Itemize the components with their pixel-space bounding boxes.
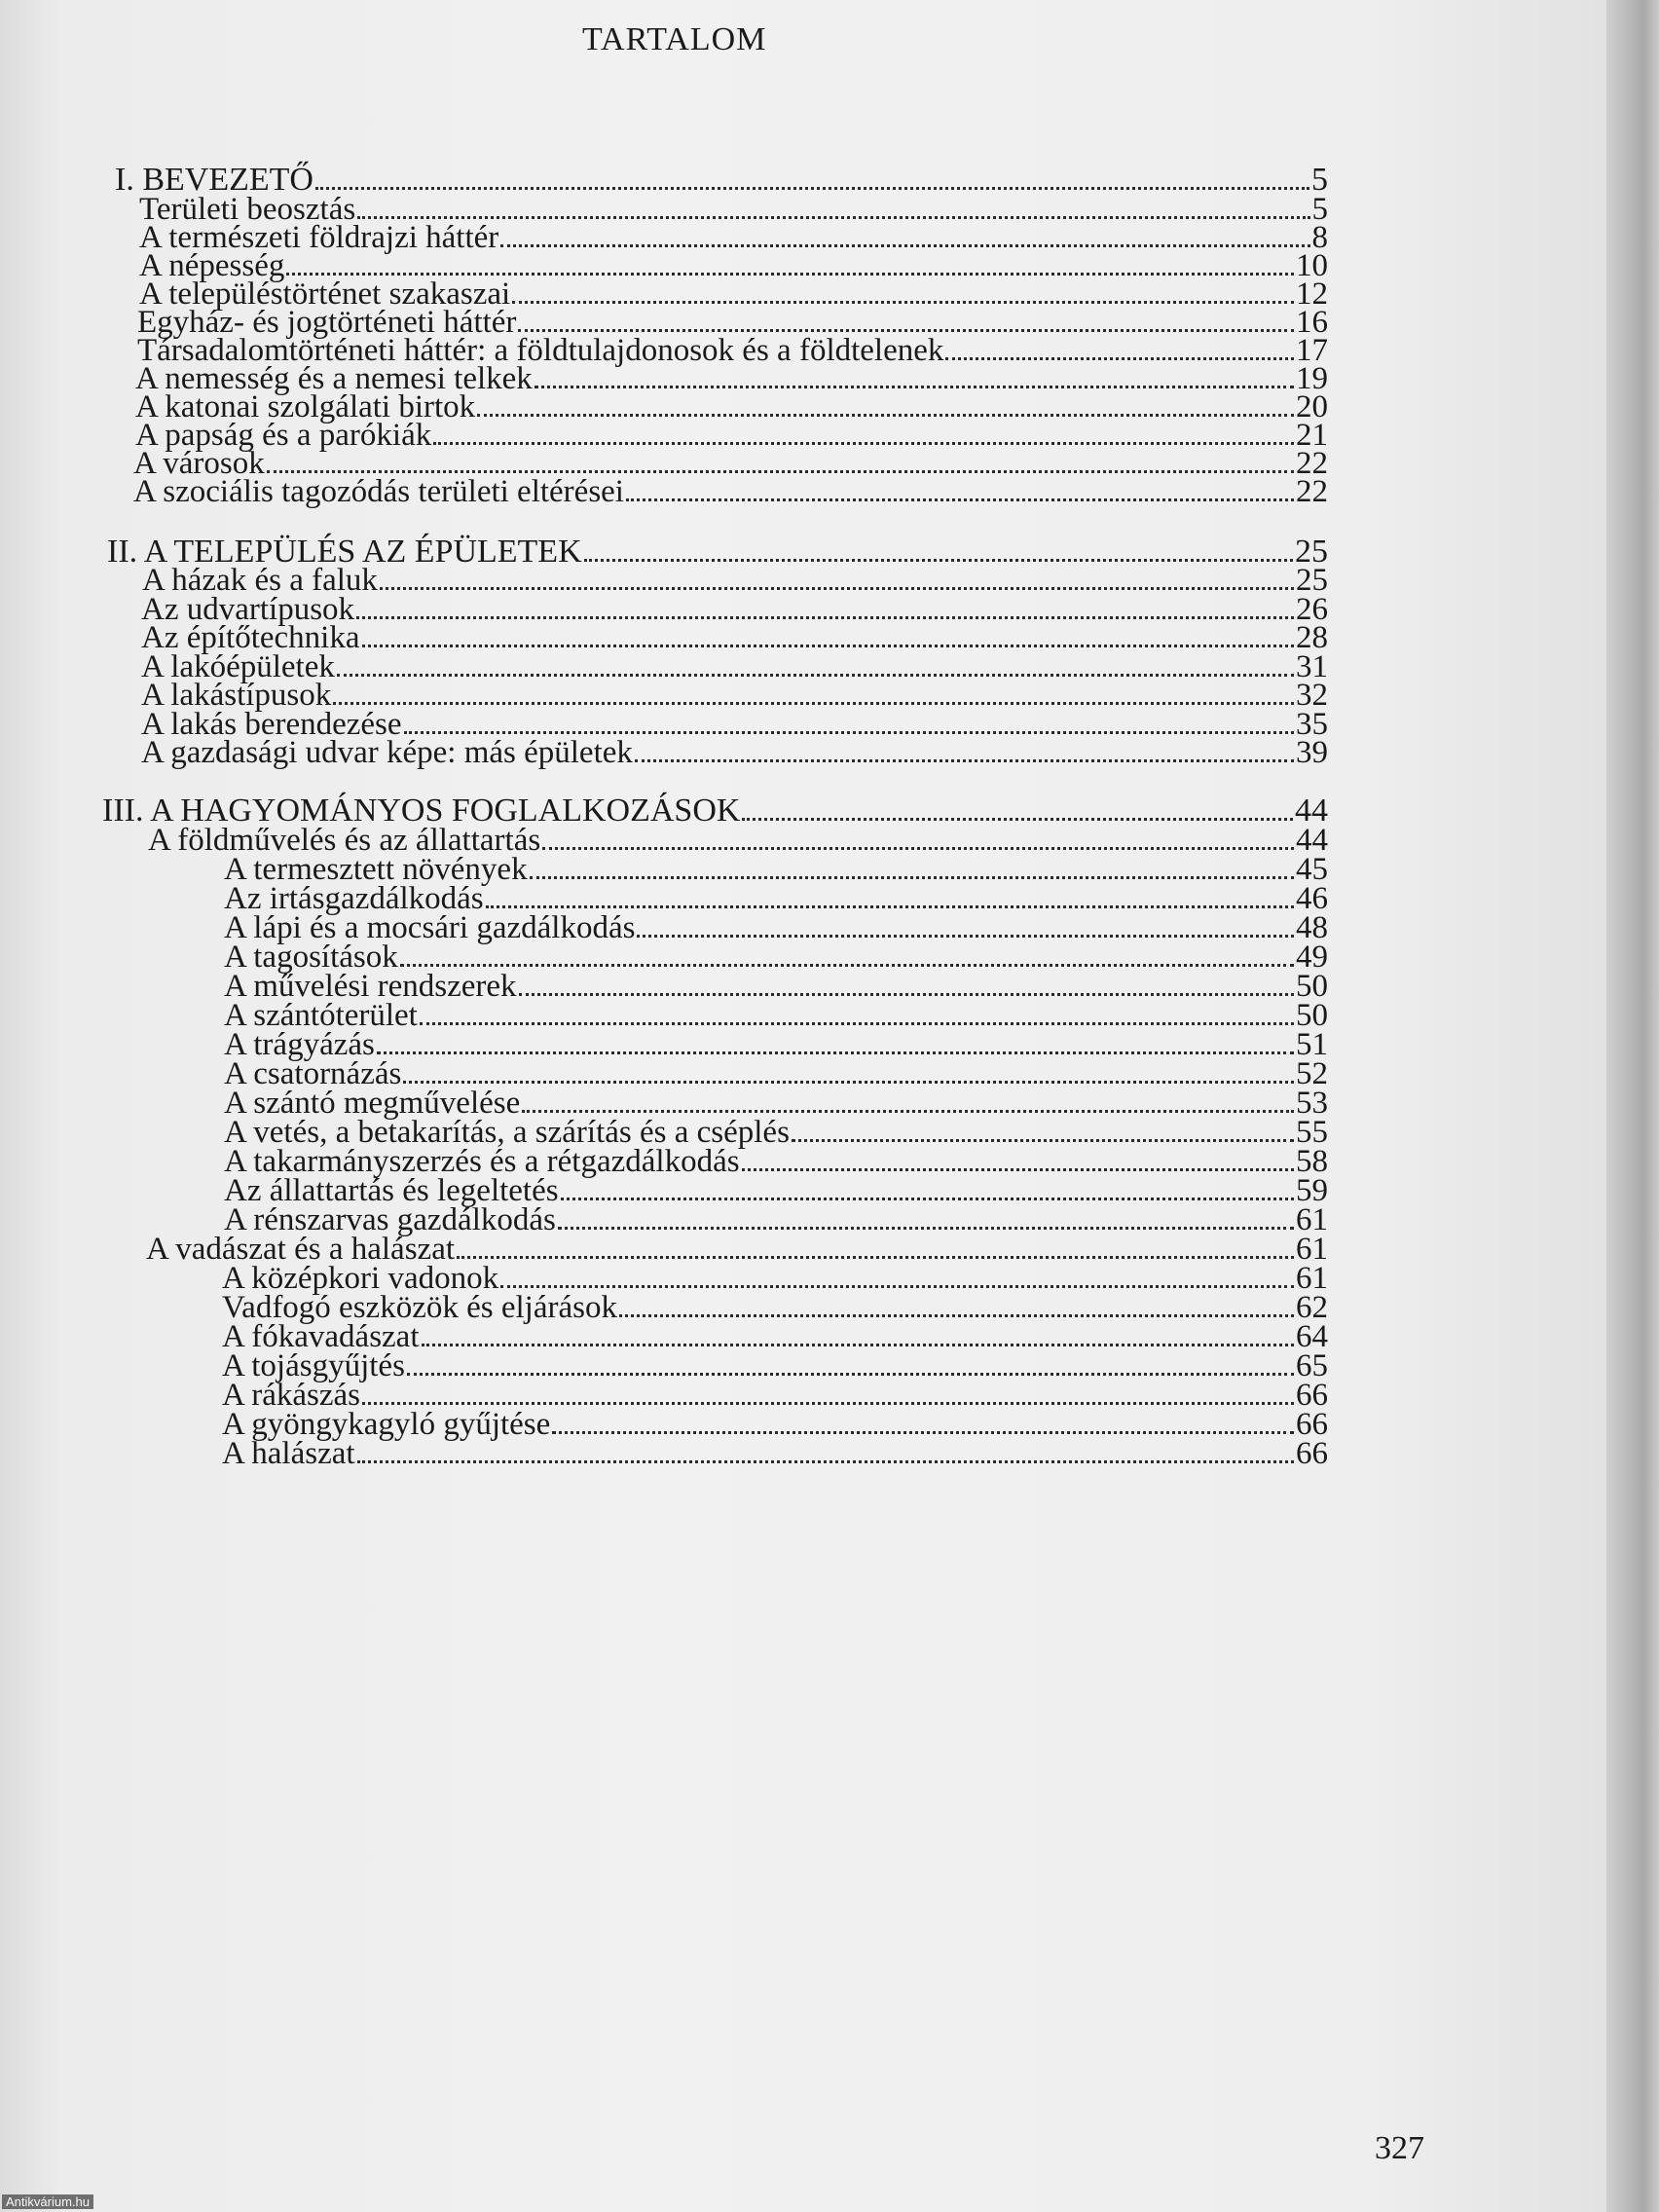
toc-entry-title: Vadfogó eszközök és eljárások [222,1290,617,1325]
toc-entry-title: A tagosítások [224,940,398,975]
toc-page-number: 59 [1296,1173,1328,1208]
toc-entry-title: Az udvartípusok [141,592,355,627]
toc-entry-title: A gazdasági udvar képe: más épületek [141,735,633,770]
toc-page-number: 45 [1296,852,1328,887]
toc-page-number: 17 [1296,333,1328,368]
toc-page-number: 35 [1296,707,1328,742]
toc-entry-title: Társadalomtörténeti háttér: a földtulajdonosok és a földtelenek [137,333,944,368]
toc-entry-title: A vetés, a betakarítás, a szárítás és a cséplés [224,1115,790,1150]
toc-page-number: 66 [1296,1407,1328,1442]
toc-entry-title: A szociális tagozódás területi eltérései [133,474,624,509]
toc-entry-title: Az állattartás és legeltetés [224,1173,559,1208]
toc-page-number: 44 [1296,823,1328,858]
toc-page-number: 61 [1296,1202,1328,1237]
toc-page-number: 66 [1296,1378,1328,1413]
toc-page-number: 64 [1296,1319,1328,1354]
toc-page-number: 25 [1296,563,1328,598]
toc-entry [133,467,1328,510]
toc-entry-title: A városok [133,446,265,481]
toc-page-number: 52 [1296,1056,1328,1091]
toc-entry-title: A termesztett növények [224,852,528,887]
toc-page-number: 10 [1296,248,1328,283]
toc-page-number: 5 [1311,162,1328,198]
dot-leader [635,758,1294,762]
toc-page-number: 22 [1296,474,1328,509]
toc-page-number: 28 [1296,620,1328,655]
toc-entry-title: A házak és a faluk [142,563,378,598]
page-edge [1606,0,1659,2212]
toc-entry-title: A szántóterület [224,998,418,1033]
toc-page-number: 19 [1296,361,1328,396]
toc-entry-title: A középkori vadonok [222,1261,499,1296]
page-number: 327 [1375,2130,1424,2166]
toc-entry-title: A természeti földrajzi háttér [139,220,499,255]
toc-entry-title: Területi beosztás [139,192,356,227]
toc-entry-title: A fókavadászat [222,1319,420,1354]
toc-page-number: 61 [1296,1261,1328,1296]
toc-entry-title: Egyház- és jogtörténeti háttér [137,305,517,340]
toc-entry-title: A trágyázás [224,1027,375,1062]
toc-entry-title: A vadászat és a halászat [146,1232,456,1267]
toc-page-number: 61 [1296,1232,1328,1267]
toc-page-number: 16 [1296,305,1328,340]
page-title: TARTALOM [582,21,767,57]
toc-entry-title: Az irtásgazdálkodás [224,881,484,916]
toc-entry-title: A gyöngykagyló gyűjtése [222,1407,551,1442]
toc-entry-title: A művelési rendszerek [224,969,517,1004]
toc-entry-title: A népesség [139,248,285,283]
toc-entry-title: A papság és a parókiák [135,418,432,453]
toc-entry-title: A rénszarvas gazdálkodás [224,1202,556,1237]
toc-page-number: 55 [1296,1115,1328,1150]
toc-page-number: 58 [1296,1144,1328,1179]
toc-page-number: 53 [1296,1086,1328,1121]
toc-page-number: 48 [1296,910,1328,945]
toc-entry-title: A lakástípusok [141,678,332,713]
toc-entry [141,728,1328,771]
toc-entry-title: A halászat [222,1436,355,1471]
toc-page-number: 5 [1311,192,1328,227]
toc-page-number: 51 [1296,1027,1328,1062]
toc-entry [222,1429,1328,1472]
toc-page-number: 50 [1296,969,1328,1004]
toc-page-number: 8 [1311,220,1328,255]
toc-page-number: 20 [1296,389,1328,424]
toc-entry-title: A nemesség és a nemesi telkek [135,361,533,396]
toc-page-number: 62 [1296,1290,1328,1325]
toc-page-number: 66 [1296,1436,1328,1471]
toc-entry-title: A takarmányszerzés és a rétgazdálkodás [224,1144,740,1179]
watermark: Antikvárium.hu [2,2194,93,2209]
toc-page-number: 49 [1296,940,1328,975]
toc-page-number: 22 [1296,446,1328,481]
toc-page-number: 44 [1295,793,1328,829]
toc-entry-title: A csatornázás [224,1056,402,1091]
toc-page-number: 25 [1295,534,1328,570]
toc-entry-title: A településtörténet szakaszai [139,276,511,312]
toc-page-number: 46 [1296,881,1328,916]
toc-entry-title: A lápi és a mocsári gazdálkodás [224,910,636,945]
toc-page-number: 39 [1296,735,1328,770]
toc-entry-title: A tojásgyűjtés [222,1348,405,1383]
dot-leader [357,1459,1294,1463]
toc-page-number: 32 [1296,678,1328,713]
toc-entry-title: A lakás berendezése [141,707,402,742]
toc-entry-title: III. A HAGYOMÁNYOS FOGLALKOZÁSOK [102,793,741,829]
toc-entry-title: A lakóépületek [141,649,335,684]
toc-entry-title: II. A TELEPÜLÉS AZ ÉPÜLETEK [107,534,582,570]
toc-entry-title: I. BEVEZETŐ [115,162,313,198]
toc-page-number: 26 [1296,592,1328,627]
toc-page-number: 65 [1296,1348,1328,1383]
toc-entry-title: Az építőtechnika [141,620,360,655]
toc-entry-title: A szántó megművelése [224,1086,521,1121]
toc-page-number: 50 [1296,998,1328,1033]
toc-entry-title: A katonai szolgálati birtok [135,389,476,424]
toc-entry-title: A rákászás [222,1378,361,1413]
toc-page-number: 21 [1296,418,1328,453]
toc-page-number: 12 [1296,276,1328,312]
dot-leader [626,498,1294,501]
toc-page-number: 31 [1296,649,1328,684]
toc-entry-title: A földművelés és az állattartás [148,823,541,858]
